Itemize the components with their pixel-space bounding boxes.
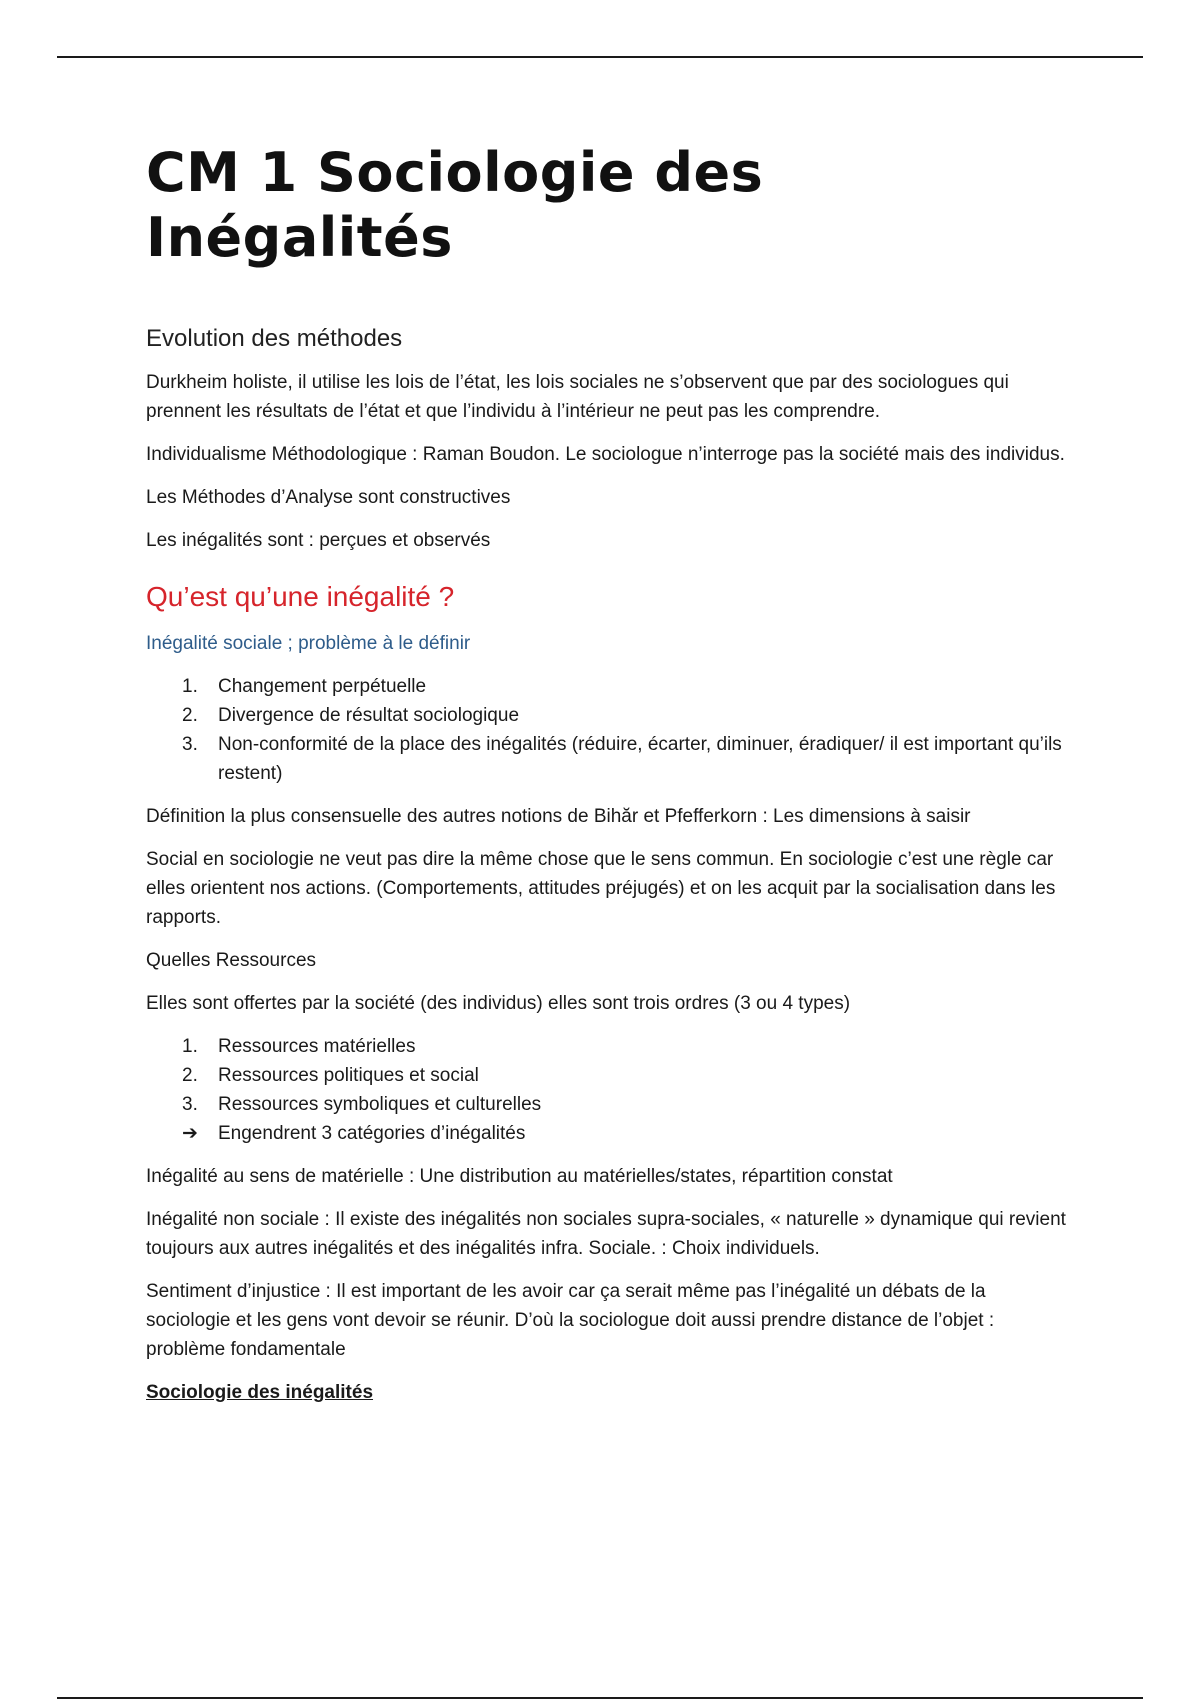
numbered-list-ressources [146,1032,1066,1148]
paragraph-definition: Définition la plus consensuelle des autres notions de Bihăr et Pfefferkorn : Les dimensions à saisir [146,806,971,827]
top-rule [57,56,1143,58]
list-marker: 1. [182,676,198,697]
paragraph-inegalites: Les inégalités sont : perçues et observés [146,530,491,551]
paragraph-methodes: Les Méthodes d’Analyse sont constructives [146,487,511,508]
section-heading-inegalite: Qu’est qu’une inégalité ? [146,581,455,612]
list-item-text: Ressources politiques et social [218,1065,479,1086]
paragraph-materielle: Inégalité au sens de matérielle : Une distribution au matérielles/states, répartition constat [146,1166,893,1187]
list-item [146,672,1066,701]
paragraph-durkheim: Durkheim holiste, il utilise les lois de l’état, les lois sociales ne s’observent que par des sociologues qui prennent les résultats de l’état et que l’individu à l’intérieur ne peut pas les comprendre. [146,372,1009,422]
section-heading-methods: Evolution des méthodes [146,325,403,352]
list-marker: 1. [182,1036,198,1057]
list-item [146,1061,1066,1090]
list-item [146,1090,1066,1119]
list-item-text: Engendrent 3 catégories d’inégalités [218,1123,526,1144]
paragraph-non-sociale: Inégalité non sociale : Il existe des inégalités non sociales supra-sociales, « naturelle » dynamique qui revient toujours aux autres inégalités et des inégalités infra. Sociale. : Choix individuels. [146,1209,1066,1259]
list-item-text: Ressources matérielles [218,1036,416,1057]
paragraph-social: Social en sociologie ne veut pas dire la même chose que le sens commun. En sociologie c’est une règle car elles orientent nos actions. (Comportements, attitudes préjugés) et on les acquit par la socialisation dans les rapports. [146,849,1056,928]
list-item [146,1032,1066,1061]
paragraph-individualisme: Individualisme Méthodologique : Raman Boudon. Le sociologue n’interroge pas la société mais des individus. [146,444,1065,465]
subheading-inegalite-sociale: Inégalité sociale ; problème à le définir [146,633,471,654]
list-marker: 2. [182,705,198,726]
list-item-text: Changement perpétuelle [218,676,427,697]
arrow-right-icon: ➔ [182,1123,198,1144]
paragraph-offertes: Elles sont offertes par la société (des individus) elles sont trois ordres (3 ou 4 types) [146,993,851,1014]
list-item [146,730,1066,788]
closing-heading-sociologie: Sociologie des inégalités [146,1382,374,1403]
list-item [146,701,1066,730]
paragraph-injustice: Sentiment d’injustice : Il est important de les avoir car ça serait même pas l’inégalité un débats de la sociologie et les gens vont devoir se réunir. D’où la sociologue doit aussi prendre distance de l’objet : problème fondamentale [146,1281,995,1360]
paragraph-quelles-ressources: Quelles Ressources [146,950,317,971]
document-page [146,140,1066,1407]
list-item-text: Divergence de résultat sociologique [218,705,520,726]
numbered-list-problemes [146,672,1066,788]
list-item-arrow [146,1119,1066,1148]
bottom-rule [57,1697,1143,1699]
document-title: CM 1 Sociologie des Inégalités [146,141,764,269]
list-marker: 3. [182,1094,198,1115]
list-marker: 2. [182,1065,198,1086]
list-marker: 3. [182,734,198,755]
list-item-text: Ressources symboliques et culturelles [218,1094,542,1115]
list-item-text: Non-conformité de la place des inégalités (réduire, écarter, diminuer, éradiquer/ il est important qu’ils restent) [218,734,1062,784]
